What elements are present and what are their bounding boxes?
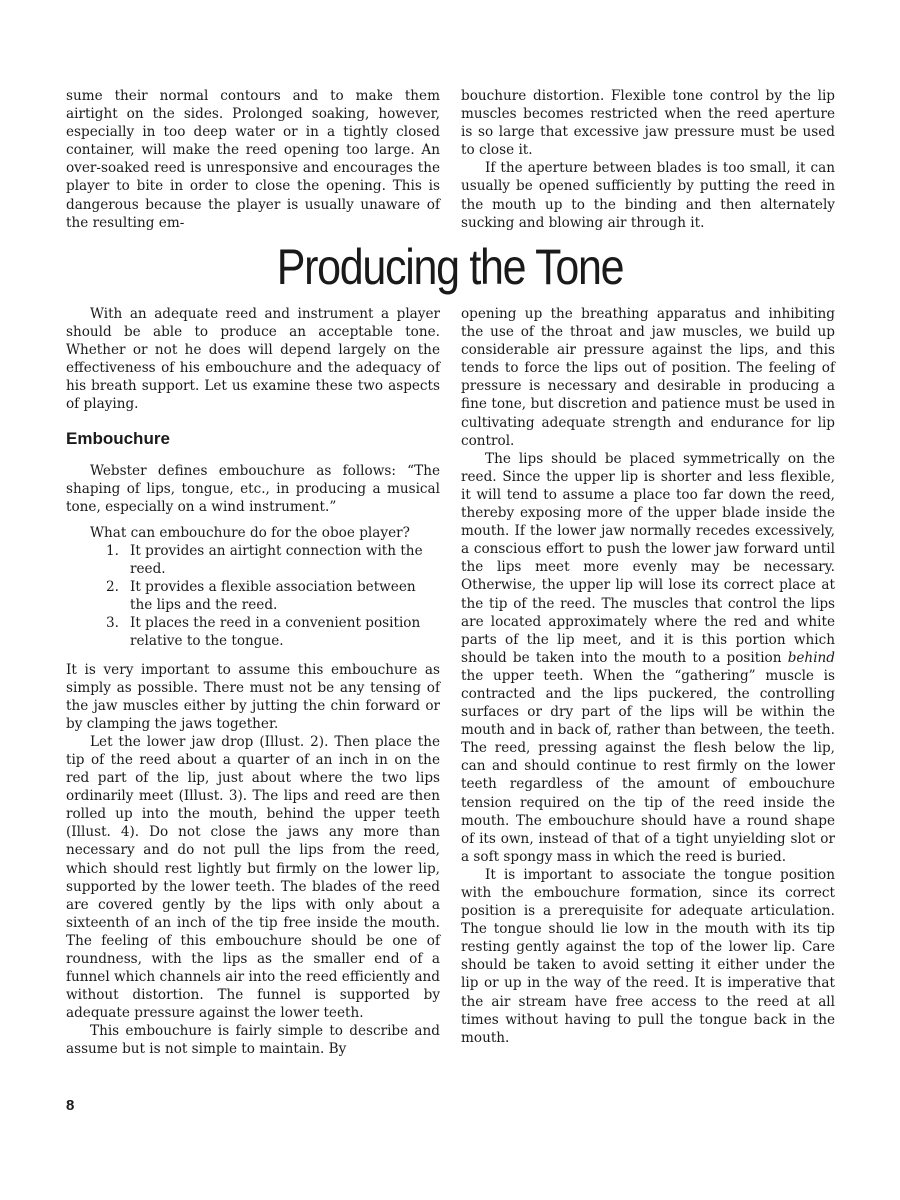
simplicity-paragraph: It is very important to assume this embouchure as simply as possible. There must not be any tensing of the jaw muscles either by jutting the chin forward or by clamping the jaws together.: [66, 661, 440, 732]
section-heading: Embouchure: [66, 428, 170, 448]
list-item: [66, 578, 440, 614]
emphasis-behind: behind: [787, 649, 835, 666]
top-right-column: [461, 87, 835, 232]
top-left-column: [66, 87, 440, 232]
list-number: 2.: [106, 579, 119, 596]
list-item: [66, 614, 440, 650]
maintain-paragraph: This embouchure is fairly simple to describe and assume but is not simple to maintain. By: [66, 1023, 440, 1058]
list-intro: What can embouchure do for the oboe player?: [90, 524, 410, 541]
embouchure-list: [66, 542, 440, 651]
list-text: It places the reed in a convenient position relative to the tongue.: [130, 615, 421, 650]
list-item: [66, 542, 440, 578]
list-number: 1.: [106, 542, 119, 559]
lips-text-part-2: the upper teeth. When the “gathering” muscle is contracted and the lips puckered, the controlling surfaces or dry part of the lips will be within the mouth and in back of, rather than between, the teeth. The reed, pressing against the flesh below the lip, can and should continue to rest firmly on the lower teeth regardless of the amount of embouchure tension required on the tip of the reed inside the mouth. The embouchure should have a round shape of its own, instead of that of a tight unyielding slot or a soft spongy mass in which the reed is buried.: [461, 667, 835, 865]
continued-paragraph: bouchure distortion. Flexible tone control by the lip muscles becomes restricted when the reed aperture is so large that excessive jaw pressure must be used to close it.: [461, 88, 835, 159]
right-column: [461, 305, 835, 1047]
intro-paragraph: With an adequate reed and instrument a player should be able to produce an acceptable tone. Whether or not he does will depend largely on the effectiveness of his embouchure and the adequacy of his breath support. Let us examine these two aspects of playing.: [66, 306, 440, 413]
list-text: It provides an airtight connection with the reed.: [130, 542, 423, 578]
page-number: 8: [66, 1097, 75, 1114]
lips-paragraph: [461, 450, 835, 866]
lips-text-part-1: The lips should be placed symmetrically on the reed. Since the upper lip is shorter and less flexible, it will tend to assume a place too far down the reed, thereby exposing more of the upper blade inside the mouth. If the lower jaw normally recedes excessively, a conscious effort to push the lower jaw forward until the lips meet more evenly may be necessary. Otherwise, the upper lip will lose its correct place at the tip of the reed. The muscles that control the lips are located approximately where the red and white parts of the lip meet, and it is this portion which should be taken into the mouth to a position: [461, 450, 835, 666]
chapter-title: Producing the Tone: [276, 239, 624, 295]
list-text: It provides a flexible association between the lips and the reed.: [130, 579, 416, 614]
list-number: 3.: [106, 615, 119, 632]
tongue-paragraph: It is important to associate the tongue position with the embouchure formation, since its correct position is a prerequisite for adequate articulation. The tongue should lie low in the mouth with its tip resting gently against the top of the lower lip. Care should be taken to avoid setting it either under the lip or up in the way of the reed. It is imperative that the air stream have free access to the reed at all times without having to pull the tongue back in the mouth.: [461, 866, 835, 1046]
breathing-paragraph: opening up the breathing apparatus and inhibiting the use of the throat and jaw muscles, we build up considerable air pressure against the lips, and this tends to force the lips out of position. The feeling of pressure is necessary and desirable in producing a fine tone, but discretion and patience must be used in cultivating adequate strength and endurance for lip control.: [461, 306, 835, 449]
continued-paragraph: sume their normal contours and to make them airtight on the sides. Prolonged soaking, however, especially in too deep water or in a tightly closed container, will make the reed opening too large. An over-soaked reed is unresponsive and encourages the player to bite in order to close the opening. This is dangerous because the player is usually unaware of the resulting em-: [66, 88, 440, 231]
aperture-paragraph: If the aperture between blades is too small, it can usually be opened sufficiently by putting the reed in the mouth up to the binding and then alternately sucking and blowing air through it.: [461, 160, 835, 231]
definition-paragraph: Webster defines embouchure as follows: “The shaping of lips, tongue, etc., in producing a musical tone, especially on a wind instrument.”: [66, 462, 440, 515]
jaw-paragraph: Let the lower jaw drop (Illust. 2). Then place the tip of the reed about a quarter of an inch in on the red part of the lip, just about where the two lips ordinarily meet (Illust. 3). The lips and reed are then rolled up into the mouth, behind the upper teeth (Illust. 4). Do not close the jaws any more than necessary and do not pull the lips from the reed, which should rest lightly but firmly on the lower lip, supported by the lower teeth. The blades of the reed are covered gently by the lips with only about a sixteenth of an inch of the tip free inside the mouth. The feeling of this embouchure should be one of roundness, with the lips as the smaller end of a funnel which channels air into the reed efficiently and without distortion. The funnel is supported by adequate pressure against the lower teeth.: [66, 733, 440, 1022]
left-column: [66, 305, 440, 1059]
